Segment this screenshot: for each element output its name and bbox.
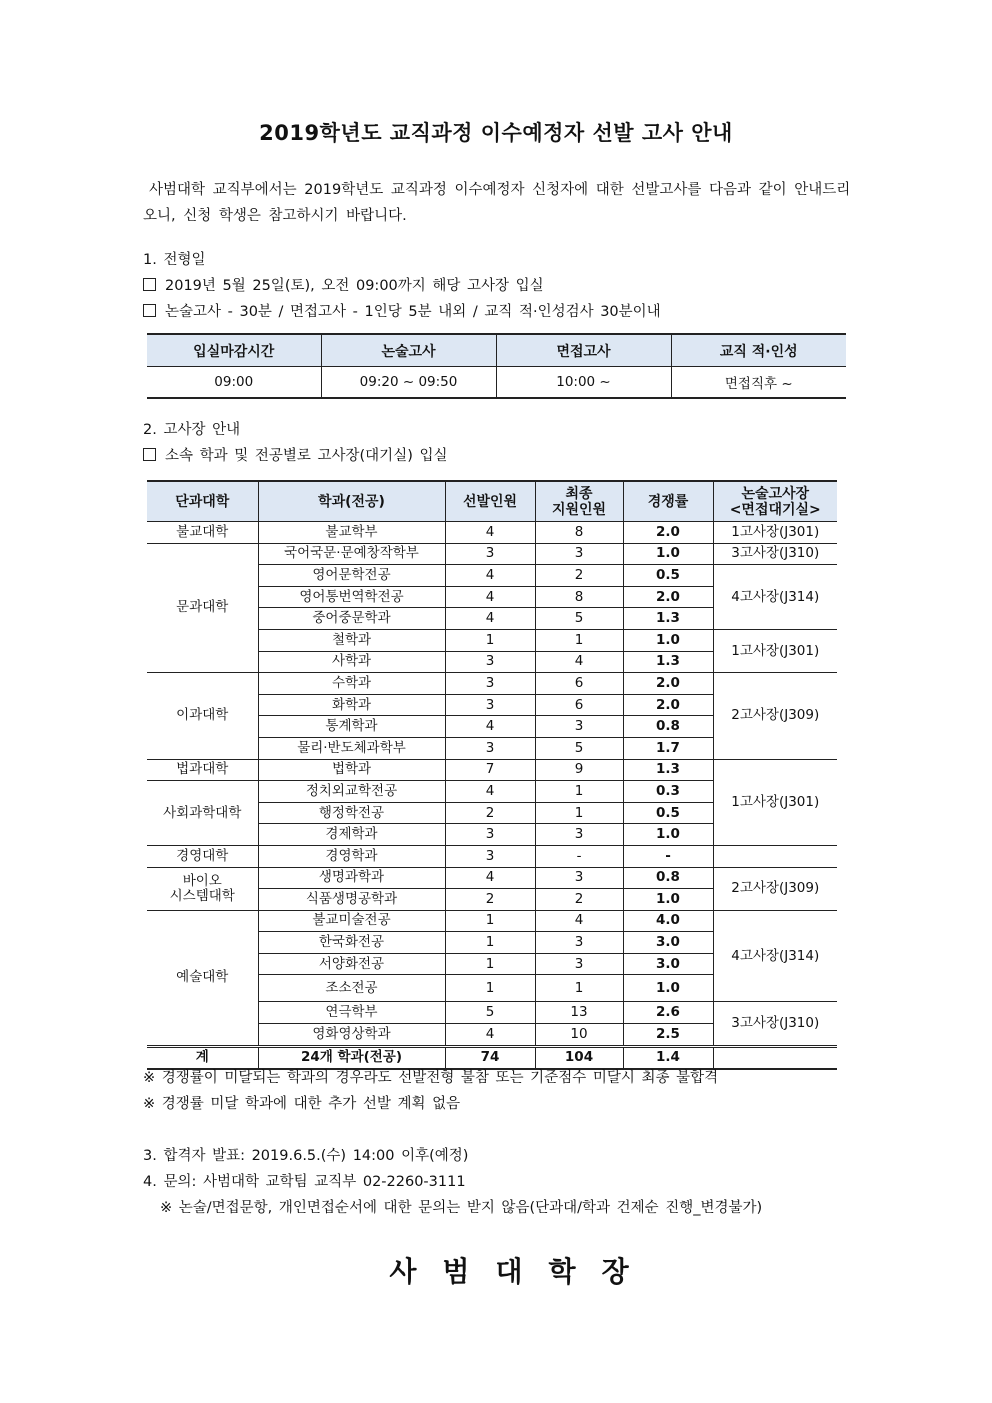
applicants-cell: 6 bbox=[535, 673, 623, 695]
header-department: 학과(전공) bbox=[258, 481, 445, 522]
department-cell: 영어통번역학전공 bbox=[258, 586, 445, 608]
document-title: 2019학년도 교직과정 이수예정자 선발 고사 안내 bbox=[259, 121, 733, 145]
note-no-additional-selection: ※ 경쟁률 미달 학과에 대한 추가 선발 계획 없음 bbox=[143, 1096, 461, 1112]
rate-cell: 1.3 bbox=[623, 608, 713, 630]
rate-cell: 4.0 bbox=[623, 910, 713, 932]
table-row bbox=[147, 759, 837, 781]
rate-cell: 2.0 bbox=[623, 586, 713, 608]
room-cell: 1고사장(J301) bbox=[713, 522, 837, 544]
room-cell: 3고사장(J310) bbox=[713, 1002, 837, 1046]
note-unfilled-quota: ※ 경쟁률이 미달되는 학과의 경우라도 선발전형 불참 또는 기준점수 미달시 최종 불합격 bbox=[143, 1070, 719, 1086]
quota-cell: 1 bbox=[445, 910, 535, 932]
rate-cell: 1.0 bbox=[623, 824, 713, 846]
rate-cell: 2.6 bbox=[623, 1002, 713, 1024]
table-row bbox=[147, 522, 837, 544]
applicants-cell: 6 bbox=[535, 694, 623, 716]
quota-cell: 4 bbox=[445, 586, 535, 608]
table-row bbox=[147, 910, 837, 932]
quota-cell: 4 bbox=[445, 565, 535, 587]
checkbox-bullet-icon bbox=[143, 304, 156, 317]
section2-bullet bbox=[143, 444, 447, 465]
header-interview: 면접고사 bbox=[496, 334, 671, 367]
bullet-text: 2019년 5월 25일(토), 오전 09:00까지 해당 고사장 입실 bbox=[165, 278, 544, 294]
room-cell: 1고사장(J301) bbox=[713, 629, 837, 672]
essay-exam-value: 09:20 ~ 09:50 bbox=[321, 367, 496, 399]
department-cell: 경영학과 bbox=[258, 845, 445, 867]
college-cell: 법과대학 bbox=[147, 759, 258, 781]
header-applicants-line2: 지원인원 bbox=[551, 501, 607, 518]
rate-cell: 1.0 bbox=[623, 543, 713, 565]
department-cell: 중어중문학과 bbox=[258, 608, 445, 630]
quota-cell: 2 bbox=[445, 802, 535, 824]
applicants-cell: 3 bbox=[535, 867, 623, 889]
rate-cell: 3.0 bbox=[623, 953, 713, 975]
entry-deadline-value: 09:00 bbox=[147, 367, 321, 399]
department-cell: 생명과학과 bbox=[258, 867, 445, 889]
applicants-cell: 3 bbox=[535, 932, 623, 954]
applicants-cell: 3 bbox=[535, 824, 623, 846]
rate-cell: 2.0 bbox=[623, 522, 713, 544]
applicants-cell: 5 bbox=[535, 737, 623, 759]
rate-cell: 0.8 bbox=[623, 716, 713, 738]
department-cell: 연극학부 bbox=[258, 1002, 445, 1024]
applicants-cell: - bbox=[535, 845, 623, 867]
section1-heading: 1. 전형일 bbox=[143, 252, 206, 268]
rate-cell: 1.3 bbox=[623, 759, 713, 781]
intro-paragraph: 사범대학 교직부에서는 2019학년도 교직과정 이수예정자 신청자에 대한 선발고사를 다음과 같이 안내드리오니, 신청 학생은 참고하시기 바랍니다. bbox=[143, 182, 851, 224]
header-quota: 선발인원 bbox=[445, 481, 535, 522]
quota-cell: 1 bbox=[445, 953, 535, 975]
quota-cell: 4 bbox=[445, 781, 535, 803]
rate-cell: 3.0 bbox=[623, 932, 713, 954]
schedule-header-row bbox=[147, 334, 846, 367]
section4-contact: 4. 문의: 사범대학 교학팀 교직부 02-2260-3111 bbox=[143, 1174, 466, 1190]
quota-cell: 4 bbox=[445, 1024, 535, 1047]
total-applicants: 104 bbox=[535, 1046, 623, 1069]
quota-cell: 5 bbox=[445, 1002, 535, 1024]
quota-cell: 3 bbox=[445, 845, 535, 867]
header-entry-deadline: 입실마감시간 bbox=[147, 334, 321, 367]
table-row bbox=[147, 673, 837, 695]
rate-cell: 1.0 bbox=[623, 629, 713, 651]
rate-cell: 1.0 bbox=[623, 889, 713, 911]
quota-cell: 1 bbox=[445, 629, 535, 651]
room-cell: 4고사장(J314) bbox=[713, 565, 837, 630]
applicants-cell: 10 bbox=[535, 1024, 623, 1047]
signature: 사범대학장 bbox=[389, 1255, 655, 1288]
rate-cell: 2.0 bbox=[623, 694, 713, 716]
quota-cell: 1 bbox=[445, 975, 535, 1002]
department-cell: 국어국문·문예창작학부 bbox=[258, 543, 445, 565]
department-cell: 불교미술전공 bbox=[258, 910, 445, 932]
quota-cell: 3 bbox=[445, 694, 535, 716]
college-line2: 시스템대학 bbox=[169, 887, 235, 904]
department-cell: 영어문학전공 bbox=[258, 565, 445, 587]
quota-cell: 4 bbox=[445, 716, 535, 738]
header-applicants-line1: 최종 bbox=[565, 485, 593, 502]
room-cell: 2고사장(J309) bbox=[713, 673, 837, 759]
department-cell: 한국화전공 bbox=[258, 932, 445, 954]
quota-cell: 3 bbox=[445, 673, 535, 695]
header-room bbox=[713, 481, 837, 522]
room-cell: 4고사장(J314) bbox=[713, 910, 837, 1002]
header-room-line1: 논술고사장 bbox=[741, 485, 810, 502]
college-cell bbox=[147, 867, 258, 910]
bullet-text: 논술고사 - 30분 / 면접고사 - 1인당 5분 내외 / 교직 적·인성검사 30분이내 bbox=[165, 304, 661, 320]
applicants-cell: 3 bbox=[535, 953, 623, 975]
section1-bullet-durations bbox=[143, 300, 661, 321]
section3-announcement: 3. 합격자 발표: 2019.6.5.(수) 14:00 이후(예정) bbox=[143, 1148, 469, 1164]
department-cell: 통계학과 bbox=[258, 716, 445, 738]
applicants-cell: 3 bbox=[535, 543, 623, 565]
department-cell: 물리·반도체과학부 bbox=[258, 737, 445, 759]
department-cell: 영화영상학과 bbox=[258, 1024, 445, 1047]
rate-cell: - bbox=[623, 845, 713, 867]
quota-cell: 4 bbox=[445, 608, 535, 630]
section1-bullet-date bbox=[143, 274, 544, 295]
applicants-cell: 5 bbox=[535, 608, 623, 630]
applicants-cell: 9 bbox=[535, 759, 623, 781]
quota-cell: 3 bbox=[445, 651, 535, 673]
total-room bbox=[713, 1046, 837, 1069]
applicants-cell: 13 bbox=[535, 1002, 623, 1024]
applicants-cell: 2 bbox=[535, 565, 623, 587]
department-cell: 식품생명공학과 bbox=[258, 889, 445, 911]
rate-cell: 0.5 bbox=[623, 802, 713, 824]
quota-cell: 3 bbox=[445, 737, 535, 759]
applicants-cell: 4 bbox=[535, 651, 623, 673]
rate-cell: 1.3 bbox=[623, 651, 713, 673]
rate-cell: 2.5 bbox=[623, 1024, 713, 1047]
quota-cell: 2 bbox=[445, 889, 535, 911]
rate-cell: 2.0 bbox=[623, 673, 713, 695]
rate-cell: 0.5 bbox=[623, 565, 713, 587]
department-cell: 화학과 bbox=[258, 694, 445, 716]
department-cell: 행정학전공 bbox=[258, 802, 445, 824]
quota-cell: 7 bbox=[445, 759, 535, 781]
bullet-text: 소속 학과 및 전공별로 고사장(대기실) 입실 bbox=[165, 448, 448, 464]
department-cell: 정치외교학전공 bbox=[258, 781, 445, 803]
header-room-line2: <면접대기실> bbox=[729, 501, 821, 518]
quota-cell: 3 bbox=[445, 543, 535, 565]
room-cell: 3고사장(J310) bbox=[713, 543, 837, 565]
quota-cell: 4 bbox=[445, 867, 535, 889]
exam-room-table bbox=[147, 480, 837, 1070]
checkbox-bullet-icon bbox=[143, 278, 156, 291]
applicants-cell: 1 bbox=[535, 975, 623, 1002]
department-cell: 철학과 bbox=[258, 629, 445, 651]
header-essay-exam: 논술고사 bbox=[321, 334, 496, 367]
department-cell: 서양화전공 bbox=[258, 953, 445, 975]
table-row bbox=[147, 867, 837, 889]
department-cell: 법학과 bbox=[258, 759, 445, 781]
table-header-row bbox=[147, 481, 837, 522]
aptitude-value: 면접직후 ~ bbox=[671, 367, 846, 399]
applicants-cell: 4 bbox=[535, 910, 623, 932]
college-cell: 예술대학 bbox=[147, 910, 258, 1046]
quota-cell: 4 bbox=[445, 522, 535, 544]
applicants-cell: 2 bbox=[535, 889, 623, 911]
room-cell bbox=[713, 845, 837, 867]
total-rate: 1.4 bbox=[623, 1046, 713, 1069]
interview-value: 10:00 ~ bbox=[496, 367, 671, 399]
rate-cell: 1.7 bbox=[623, 737, 713, 759]
applicants-cell: 1 bbox=[535, 802, 623, 824]
section4-note: ※ 논술/면접문항, 개인면접순서에 대한 문의는 받지 않음(단과대/학과 건제순 진행_변경불가) bbox=[160, 1200, 763, 1216]
quota-cell: 1 bbox=[445, 932, 535, 954]
schedule-row bbox=[147, 367, 846, 399]
department-cell: 불교학부 bbox=[258, 522, 445, 544]
college-cell: 사회과학대학 bbox=[147, 781, 258, 846]
college-cell: 경영대학 bbox=[147, 845, 258, 867]
room-cell: 1고사장(J301) bbox=[713, 759, 837, 845]
college-cell: 불교대학 bbox=[147, 522, 258, 544]
header-college: 단과대학 bbox=[147, 481, 258, 522]
applicants-cell: 1 bbox=[535, 629, 623, 651]
section2-heading: 2. 고사장 안내 bbox=[143, 422, 241, 438]
schedule-table bbox=[147, 333, 846, 399]
checkbox-bullet-icon bbox=[143, 448, 156, 461]
applicants-cell: 8 bbox=[535, 522, 623, 544]
header-applicants bbox=[535, 481, 623, 522]
applicants-cell: 3 bbox=[535, 716, 623, 738]
total-quota: 74 bbox=[445, 1046, 535, 1069]
department-cell: 경제학과 bbox=[258, 824, 445, 846]
department-cell: 수학과 bbox=[258, 673, 445, 695]
college-line1: 바이오 bbox=[182, 872, 222, 889]
applicants-cell: 1 bbox=[535, 781, 623, 803]
rate-cell: 0.8 bbox=[623, 867, 713, 889]
department-cell: 조소전공 bbox=[258, 975, 445, 1002]
department-cell: 사학과 bbox=[258, 651, 445, 673]
header-rate: 경쟁률 bbox=[623, 481, 713, 522]
total-label: 계 bbox=[147, 1046, 258, 1069]
total-department: 24개 학과(전공) bbox=[258, 1046, 445, 1069]
college-cell: 이과대학 bbox=[147, 673, 258, 759]
table-row bbox=[147, 845, 837, 867]
header-aptitude: 교직 적·인성 bbox=[671, 334, 846, 367]
table-row bbox=[147, 543, 837, 565]
applicants-cell: 8 bbox=[535, 586, 623, 608]
room-cell: 2고사장(J309) bbox=[713, 867, 837, 910]
quota-cell: 3 bbox=[445, 824, 535, 846]
rate-cell: 0.3 bbox=[623, 781, 713, 803]
rate-cell: 1.0 bbox=[623, 975, 713, 1002]
college-cell: 문과대학 bbox=[147, 543, 258, 673]
